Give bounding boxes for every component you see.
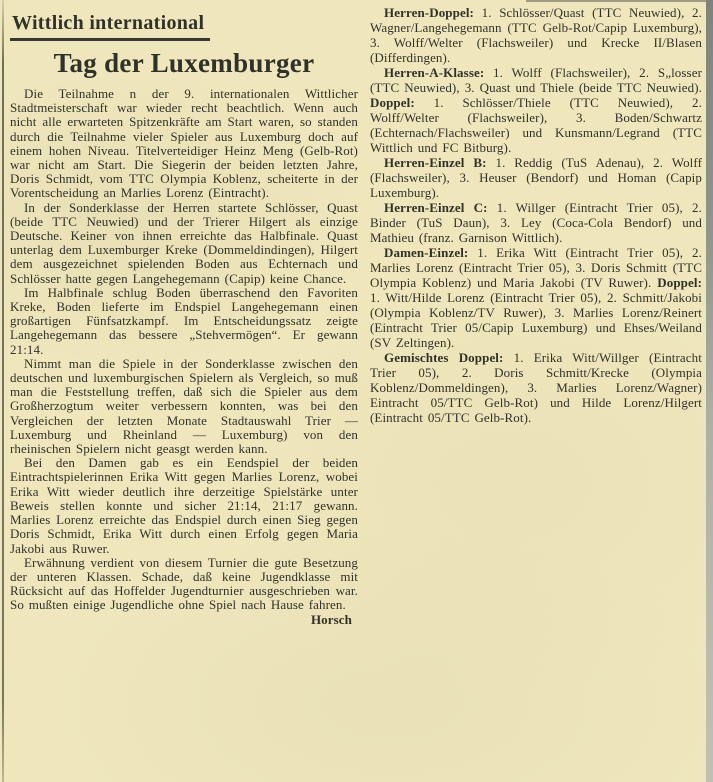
- results-paragraph: [370, 155, 702, 200]
- results-paragraph: [370, 350, 702, 425]
- result-text: 1. Erika Witt/Willger (Eintracht Trier 05), 2. Doris Schmitt/Krecke (Olympia Koblenz/Dommeldingen), 3. Marlies Lorenz/Wagner) Eintracht 05/TTC Gelb-Rot) und Hilde Lorenz/Hilgert (Eintracht 05/TTC Gelb-Rot).: [370, 350, 702, 425]
- results-paragraph: [370, 65, 702, 155]
- clipping-right-edge: [706, 0, 713, 782]
- result-text: 1. Reddig (TuS Adenau), 2. Wolff (Flachsweiler), 3. Heuser (Bendorf) und Homan (Capip Luxemburg).: [370, 155, 703, 200]
- clipping-left-edge: [2, 0, 4, 782]
- results-paragraph: [370, 5, 702, 65]
- article-column: [10, 12, 358, 627]
- article-paragraph: Erwähnung verdient von diesem Turnier die gute Besetzung der unteren Klassen. Schade, daß keine Jugendklasse mit Rücksicht auf das Hoffelder Jugendturnier ausgeschrieben war. So mußten einige Jugendliche ohne Spiel nach Hause fahren. Horsch: [10, 554, 358, 627]
- results: [370, 5, 702, 425]
- clipping-top-edge: [526, 0, 706, 2]
- article: [10, 86, 358, 627]
- result-category-label: Gemischtes Doppel:: [384, 350, 504, 365]
- byline: Horsch: [310, 611, 352, 627]
- result-text: 1. Willger (Eintracht Trier 05), 2. Binder (TuS Daun), 3. Ley (Coca-Cola Bendorf) und Mathieu (franz. Garnison Wittlich).: [370, 200, 702, 245]
- result-category-label: Doppel:: [370, 95, 415, 110]
- results-paragraph: [370, 245, 702, 350]
- result-category-label: Herren-A-Klasse:: [384, 65, 485, 80]
- article-paragraph: Im Halbfinale schlug Boden überraschend den Favoriten Kreke, Boden lieferte im Endspiel Langehegemann einen großartigen Fünfsatzkampf. Im Entscheidungssatz zeigte Langehegemann das bessere „Stehvermögen“. Er gewann 21:14.: [10, 284, 358, 357]
- result-text: 1. Witt/Hilde Lorenz (Eintracht Trier 05), 2. Schmitt/Jakobi (Olympia Koblenz/TV Ruwer), 3. Marlies Lorenz/Reinert (Eintracht Trier 05/Capip Luxemburg) und Ehses/Weiland (SV Zeltingen).: [370, 290, 702, 350]
- article-paragraph: Bei den Damen gab es ein Eendspiel der beiden Eintrachtspielerinnen Erika Witt gegen Marlies Lorenz, wobei Erika Witt wieder deutlich ihre derzeitige Spielstärke unter Beweis stellen konnte und sicher 21:14, 21:17 gewann. Marlies Lorenz erreichte das Endspiel durch einen Sieg gegen Doris Schmidt, Erika Witt durch einen Erfolg gegen Maria Jakobi aus Ruwer.: [10, 455, 358, 556]
- result-category-label: Doppel:: [657, 275, 702, 290]
- article-paragraph: Nimmt man die Spiele in der Sonderklasse zwischen den deutschen und luxemburgischen Spielern als Vergleich, so muß man die Feststellung treffen, daß sich die Spieler aus dem Großherzogtum weiter verbessern konnten, was bei den Vergleichen der letzten Monate Stadtauswahl Trier — Luxemburg und Rheinland — Luxemburg) von den rheinischen Spielern nicht geasgt werden kann.: [10, 355, 358, 457]
- result-category-label: Herren-Einzel B:: [384, 155, 487, 170]
- result-text: 1. Schlösser/Quast (TTC Neuwied), 2. Wagner/Langehegemann (TTC Gelb-Rot/Capip Luxemburg), 3. Wolff/Welter (Flachsweiler) und Krecke II/Blasen (Differdingen).: [370, 5, 702, 65]
- article-paragraph: In der Sonderklasse der Herren startete Schlösser, Quast (beide TTC Neuwied) und der Trierer Hilgert als einzige Deutsche. Keiner von ihnen erreichte das Halbfinale. Quast unterlag dem Luxemburger Kreke (Dommeldindingen), Hilgert dem ausgezeichnet spielenden Boden aus Echternach und Schlösser hatte gegen Langehegemann (Capip) keine Chance.: [10, 199, 358, 286]
- result-category-label: Herren-Doppel:: [384, 5, 474, 20]
- result-text: 1. Wolff (Flachsweiler), 2. S„losser (TTC Neuwied), 3. Quast und Thiele (beide TTC Neuwied).: [370, 65, 702, 95]
- results-paragraph: [370, 200, 702, 245]
- article-paragraph: Die Teilnahme n der 9. internationalen Wittlicher Stadtmeisterschaft war wieder recht beachtlich. Wenn auch nicht alle erwarteten Spitzenkräfte am Start waren, so standen durch die Teilnahme vieler Spieler aus Luxemburg doch auf einem hohen Niveau. Titelverteidiger Heinz Meng (Gelb-Rot) war nicht am Start. Die Siegerin der beiden letzten Jahre, Doris Schmidt, vom TTC Olympia Koblenz, scheiterte in der Vorentscheidung an Marlies Lorenz (Eintracht).: [10, 86, 358, 201]
- result-text: 1. Schlösser/Thiele (TTC Neuwied), 2. Wolff/Welter (Flachsweiler), 3. Boden/Schwartz (Echternach/Flachsweiler) und Kunsmann/Legrand (TTC Wittlich und FC Bitburg).: [370, 95, 702, 155]
- result-text: 1. Erika Witt (Eintracht Trier 05), 2. Marlies Lorenz (Eintracht Trier 05), 3. Doris Schmitt (TTC Olympia Koblenz) und Maria Jakobi (TV Ruwer).: [370, 245, 702, 290]
- section-kicker: Wittlich international: [10, 12, 210, 41]
- results-column: [370, 5, 702, 425]
- result-category-label: Damen-Einzel:: [384, 245, 469, 260]
- article-headline: Tag der Luxemburger: [53, 48, 315, 78]
- result-category-label: Herren-Einzel C:: [384, 200, 488, 215]
